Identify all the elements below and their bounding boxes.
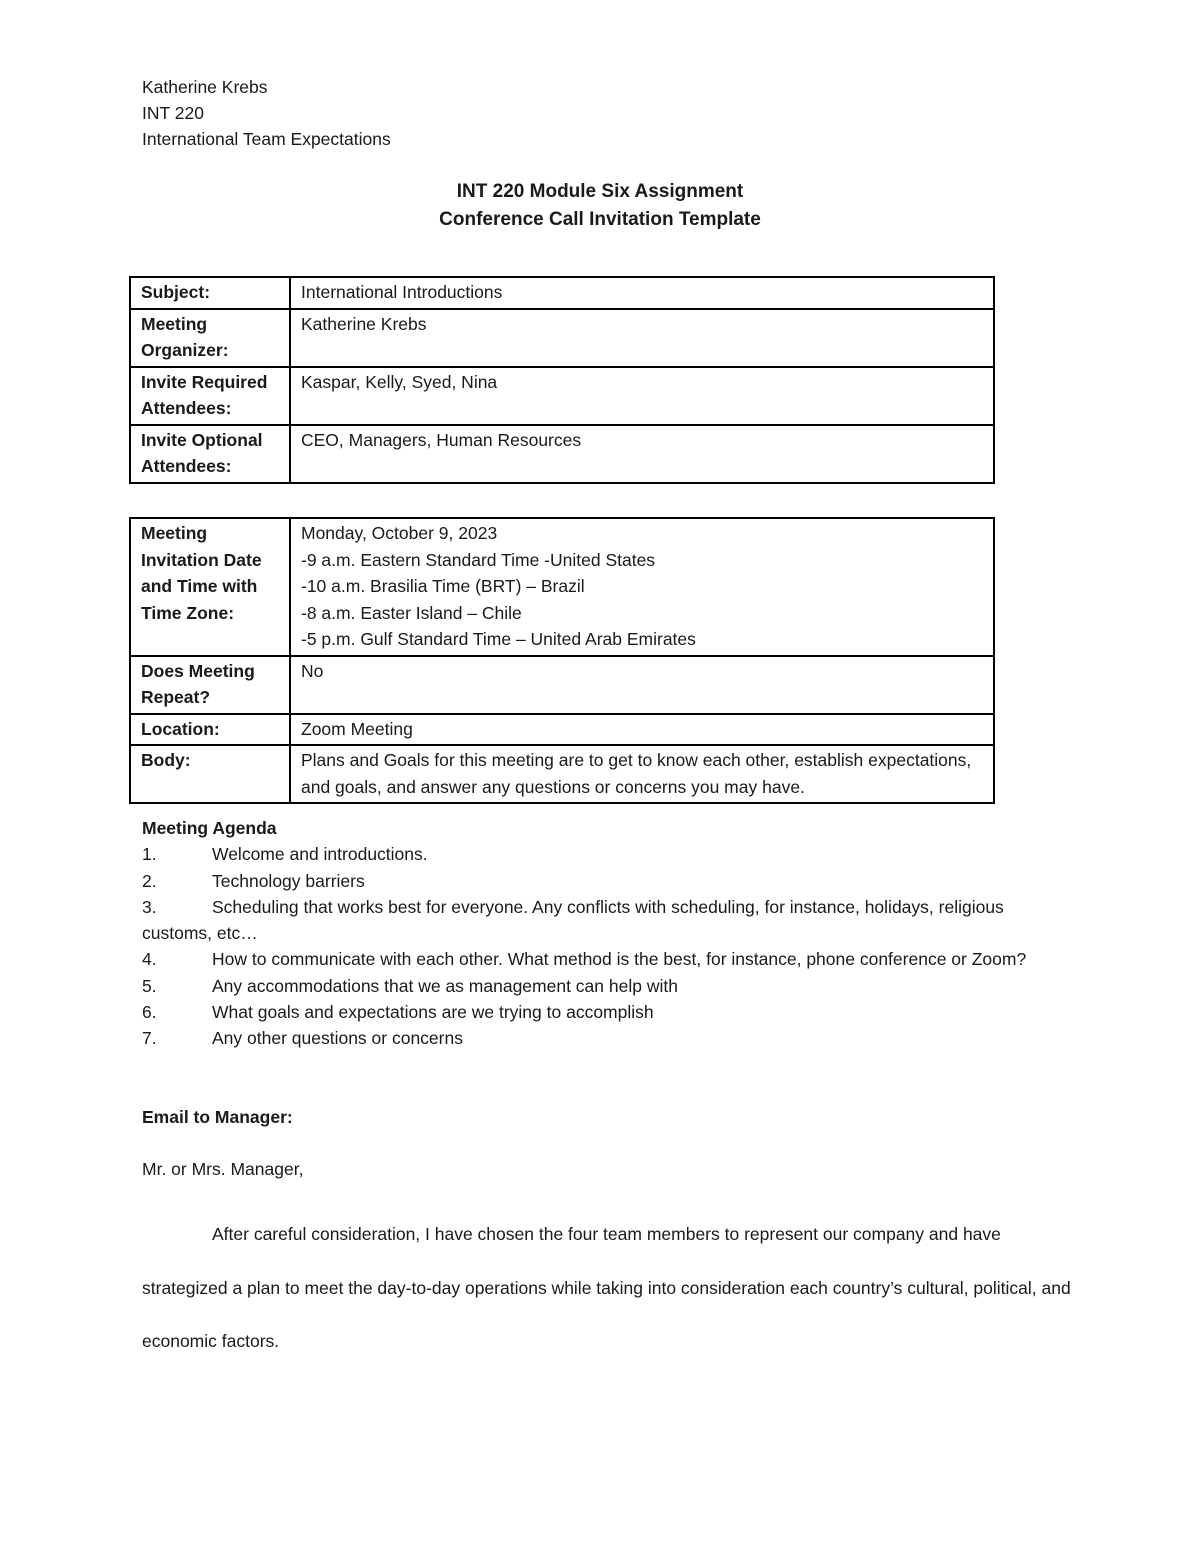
details-table <box>129 517 995 804</box>
agenda-text: Any accommodations that we as management can help with <box>212 975 678 996</box>
repeat-value: No <box>290 656 994 714</box>
location-label: Location: <box>130 714 290 746</box>
datetime-line: -8 a.m. Easter Island – Chile <box>301 602 522 623</box>
list-item <box>142 841 1062 867</box>
table-row <box>130 656 994 714</box>
author-name: Katherine Krebs <box>142 77 268 97</box>
list-item <box>142 894 1062 947</box>
body-label: Body: <box>130 745 290 803</box>
table-row <box>130 277 994 309</box>
agenda-number: 2. <box>142 870 157 891</box>
agenda-text: Any other questions or concerns <box>212 1028 463 1049</box>
datetime-label: Meeting Invitation Date and Time with Time Zone: <box>130 518 290 656</box>
organizer-value: Katherine Krebs <box>290 309 994 367</box>
table-row <box>130 309 994 367</box>
agenda-number: 3. <box>142 896 157 917</box>
list-item <box>142 1025 1062 1051</box>
datetime-line: Monday, October 9, 2023 <box>301 523 498 543</box>
optional-attendees-value: CEO, Managers, Human Resources <box>290 425 994 483</box>
datetime-line: -9 a.m. Eastern Standard Time -United States <box>301 549 656 570</box>
agenda-heading: Meeting Agenda <box>142 818 277 838</box>
required-attendees-label: Invite Required Attendees: <box>130 367 290 425</box>
title-line-1: INT 220 Module Six Assignment <box>456 181 744 202</box>
agenda-number: 1. <box>142 844 157 865</box>
table-row <box>130 714 994 746</box>
repeat-label: Does Meeting Repeat? <box>130 656 290 714</box>
email-salutation: Mr. or Mrs. Manager, <box>142 1159 304 1179</box>
meeting-agenda <box>142 815 1062 1052</box>
datetime-line: -10 a.m. Brasilia Time (BRT) – Brazil <box>301 576 585 596</box>
table-row <box>130 518 994 656</box>
document-topic: International Team Expectations <box>142 129 391 149</box>
agenda-text: Welcome and introductions. <box>212 844 428 865</box>
document-header <box>142 74 391 152</box>
table-row <box>130 745 994 803</box>
optional-attendees-label: Invite Optional Attendees: <box>130 425 290 483</box>
required-attendees-value: Kaspar, Kelly, Syed, Nina <box>290 367 994 425</box>
body-value: Plans and Goals for this meeting are to get to know each other, establish expectations, and goals, and answer any questions or concerns you may have. <box>290 745 994 803</box>
email-body: After careful consideration, I have chosen the four team members to represent our company and have strategized a plan to meet the day-to-day operations while taking into consideration each country’s cultural, political, and economic factors. <box>142 1224 1071 1351</box>
list-item <box>142 999 1062 1025</box>
table-row <box>130 425 994 483</box>
list-item <box>142 946 1062 972</box>
organizer-label: Meeting Organizer: <box>130 309 290 367</box>
invite-table <box>129 276 995 484</box>
agenda-number: 4. <box>142 949 157 970</box>
agenda-text: Scheduling that works best for everyone. Any conflicts with scheduling, for instance, holidays, religious customs, etc… <box>142 896 1004 944</box>
agenda-number: 6. <box>142 1002 157 1023</box>
subject-value: International Introductions <box>290 277 994 309</box>
agenda-number: 5. <box>142 975 157 996</box>
agenda-text: Technology barriers <box>212 870 365 891</box>
list-item <box>142 868 1062 894</box>
location-value: Zoom Meeting <box>290 714 994 746</box>
course-code: INT 220 <box>142 103 204 123</box>
datetime-line: -5 p.m. Gulf Standard Time – United Arab Emirates <box>301 629 696 649</box>
table-row <box>130 367 994 425</box>
agenda-text: How to communicate with each other. What method is the best, for instance, phone conference or Zoom? <box>212 949 1027 970</box>
agenda-number: 7. <box>142 1028 157 1049</box>
document-title <box>0 178 1200 234</box>
agenda-text: What goals and expectations are we trying to accomplish <box>212 1002 654 1023</box>
subject-label: Subject: <box>130 277 290 309</box>
list-item <box>142 973 1062 999</box>
email-heading: Email to Manager: <box>142 1107 293 1127</box>
title-line-2: Conference Call Invitation Template <box>439 209 761 230</box>
datetime-value <box>290 518 994 656</box>
